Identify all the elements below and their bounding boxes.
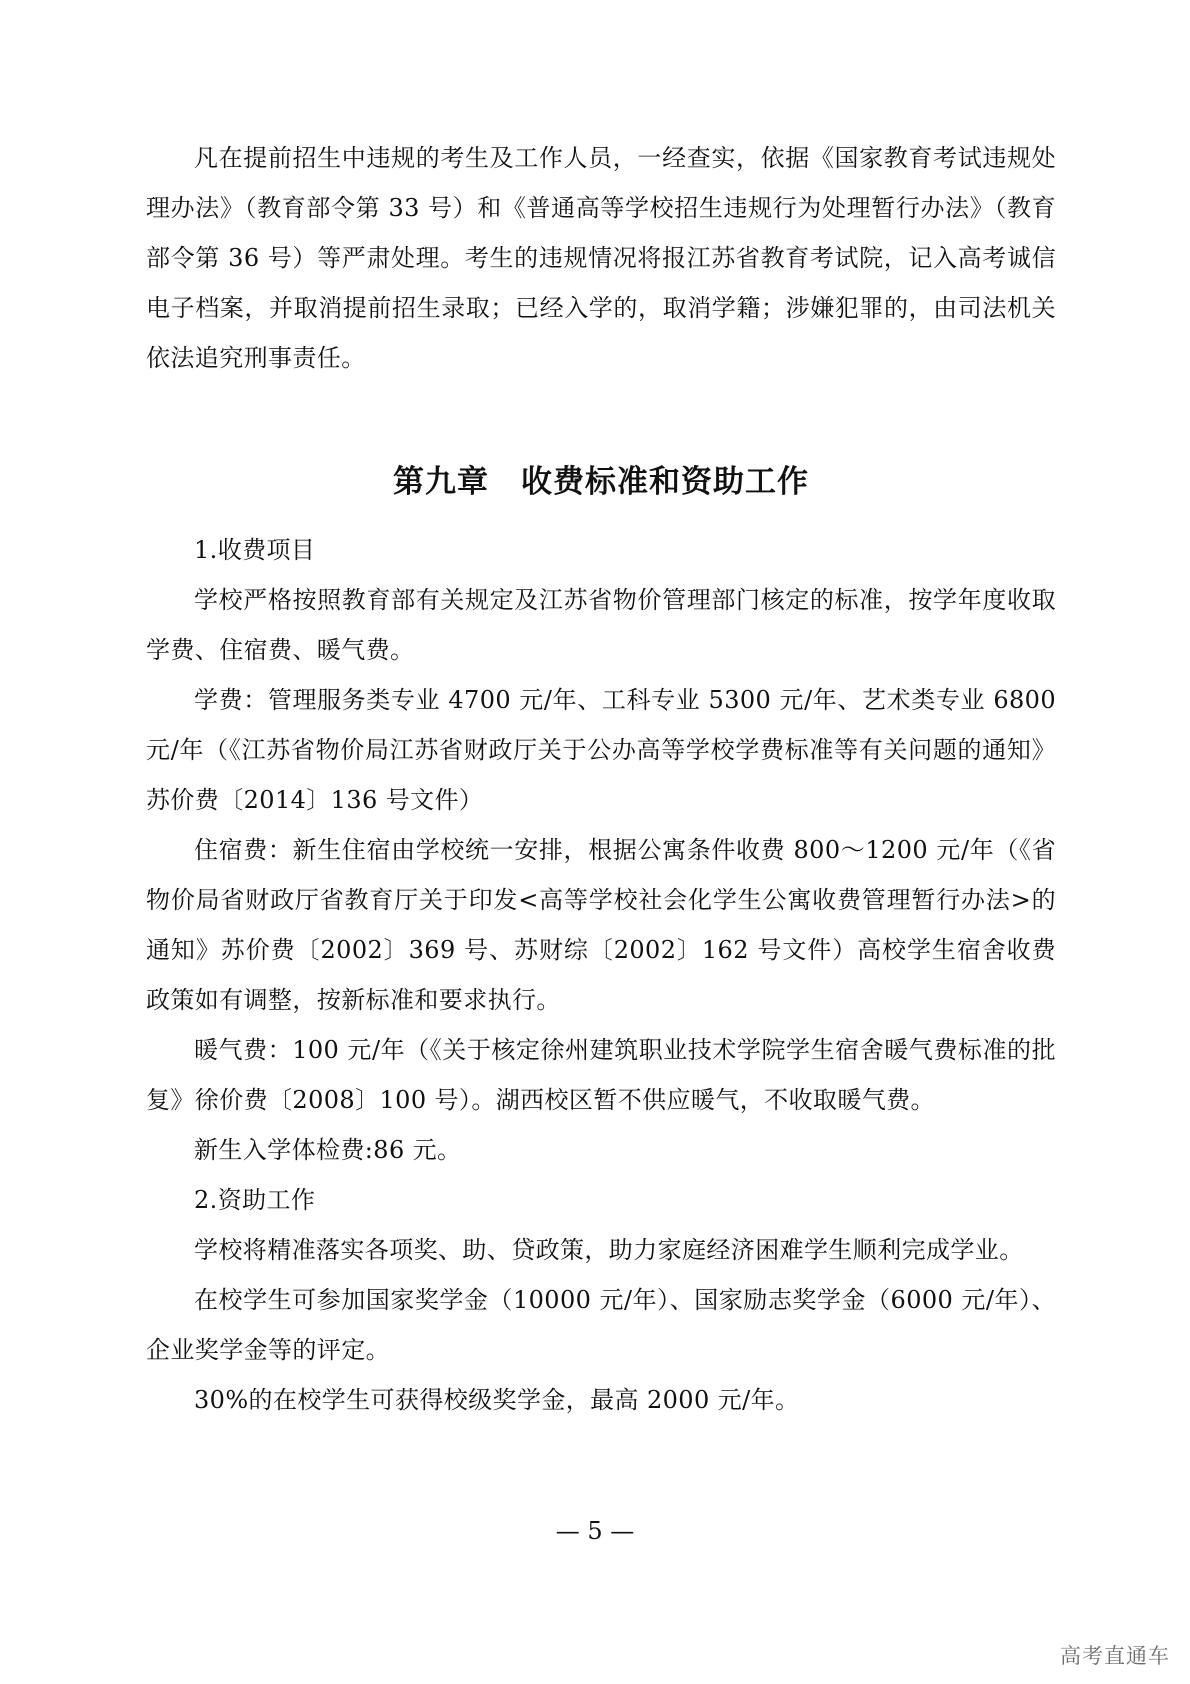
paragraph-fee-policy: 学校严格按照教育部有关规定及江苏省物价管理部门核定的标准，按学年度收取学费、住宿费、暖气费。 — [146, 586, 1056, 664]
paragraph-accommodation: 住宿费：新生住宿由学校统一安排，根据公寓条件收费 800～1200 元/年（《省物价局省财政厅省教育厅关于印发<高等学校社会化学生公寓收费管理暂行办法>的通知》苏价费〔2002〕369 号、苏财综〔2002〕162 号文件）高校学生宿舍收费政策如有调整，按新标准和要求执行。 — [146, 836, 1056, 1014]
chapter-title: 第九章 收费标准和资助工作 — [393, 464, 809, 500]
paragraph-aid-policy: 学校将精准落实各项奖、助、贷政策，助力家庭经济困难学生顺利完成学业。 — [194, 1236, 1024, 1264]
paragraph-heating: 暖气费：100 元/年（《关于核定徐州建筑职业技术学院学生宿舍暖气费标准的批复》徐价费〔2008〕100 号）。湖西校区暂不供应暖气，不收取暖气费。 — [146, 1036, 1056, 1114]
paragraph-school-scholarship: 30%的在校学生可获得校级奖学金，最高 2000 元/年。 — [194, 1386, 800, 1414]
page-number: — 5 — — [555, 1517, 635, 1545]
page-content — [146, 133, 1056, 1425]
section-heading-financial-aid: 2.资助工作 — [194, 1186, 316, 1214]
paragraph-national-scholarship: 在校学生可参加国家奖学金（10000 元/年）、国家励志奖学金（6000 元/年）、企业奖学金等的评定。 — [146, 1286, 1056, 1364]
paragraph-medical-exam: 新生入学体检费:86 元。 — [194, 1136, 462, 1164]
section-heading-fee-items: 1.收费项目 — [194, 536, 316, 564]
watermark: 高考直通车 — [1060, 1644, 1170, 1668]
paragraph-tuition: 学费：管理服务类专业 4700 元/年、工科专业 5300 元/年、艺术类专业 6800 元/年（《江苏省物价局江苏省财政厅关于公办高等学校学费标准等有关问题的通知》苏价费〔2014〕136 号文件） — [146, 686, 1056, 814]
intro-paragraph: 凡在提前招生中违规的考生及工作人员，一经查实，依据《国家教育考试违规处理办法》（教育部令第 33 号）和《普通高等学校招生违规行为处理暂行办法》（教育部令第 36 号）等严肃处理。考生的违规情况将报江苏省教育考试院，记入高考诚信电子档案，并取消提前招生录取；已经入学的，取消学籍；涉嫌犯罪的，由司法机关依法追究刑事责任。 — [146, 144, 1056, 372]
